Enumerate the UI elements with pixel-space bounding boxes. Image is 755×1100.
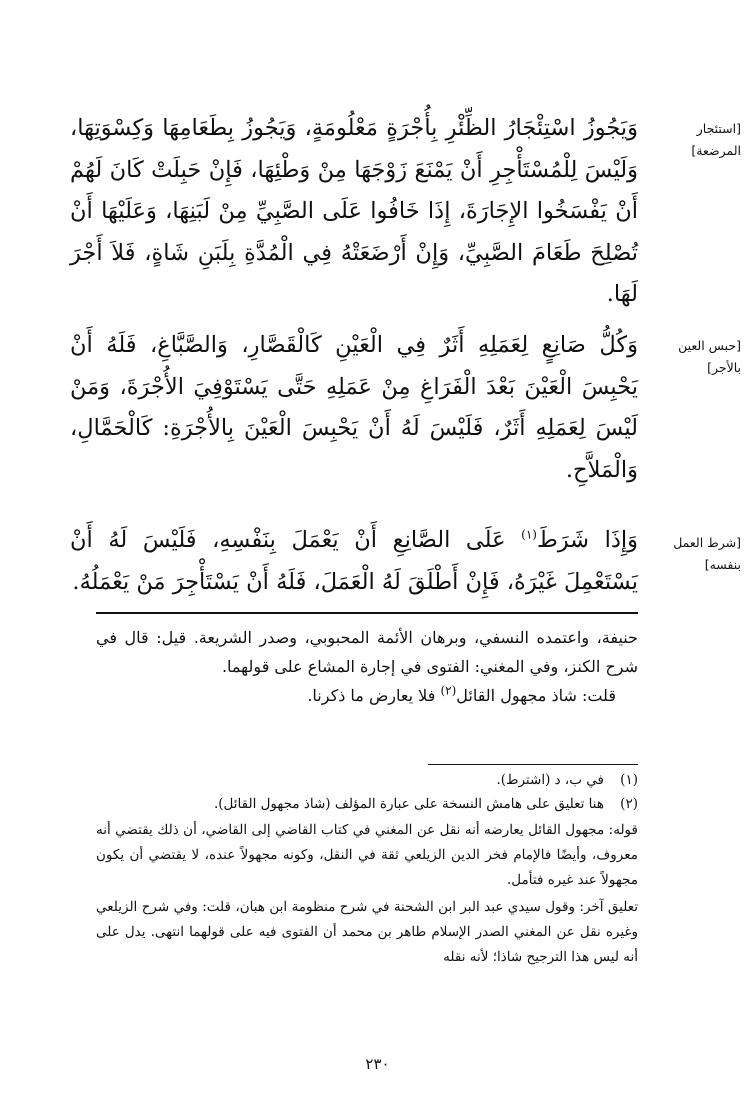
footnote-text: هنا تعليق على هامش النسخة على عبارة المؤلف (شاذ مجهول القائل).: [213, 796, 604, 812]
paragraph-text: وَإِذَا شَرَطَ: [536, 527, 638, 553]
footnote-paragraph: تعليق آخر: وقول سيدي عبد البر ابن الشحنة في شرح منظومة ابن هبان، قلت: وفي شرح الزيلعي وغيره نقل عن المغني الصدر الإسلام طاهر بن محمد أن الفتوى فيه على قولهما انتهى. يدل على أنه ليس هذا الترجيح شاذا؛ لأنه نقله: [96, 899, 638, 965]
paragraph: [70, 520, 638, 603]
commentary-text: حنيفة، واعتمده النسفي، وبرهان الأئمة المحبوبي، وصدر الشريعة. قيل: قال في شرح الكنز، وفي المغني: الفتوى في إجارة المشاع على قولهما.: [96, 628, 638, 676]
footnote: [96, 768, 638, 792]
margin-label: [شرط العمل بنفسه]: [673, 535, 741, 572]
page-number: ٢٣٠: [365, 1055, 390, 1073]
commentary-divider: [96, 612, 638, 614]
margin-label: [استئجار المرضعة]: [691, 121, 741, 158]
footnote-divider: [428, 764, 638, 765]
footnote-number: (٢): [620, 796, 638, 812]
commentary-note-text: قلت: شاذ مجهول القائل: [456, 686, 616, 705]
footnote-ref: (١): [521, 527, 537, 542]
margin-label: [حبس العين بالأجر]: [678, 338, 741, 375]
footnote: [96, 792, 638, 816]
commentary: [96, 623, 638, 710]
footnote-text: في ب، د (اشترط).: [496, 772, 604, 788]
paragraph: وَيَجُوزُ اسْتِئْجَارُ الظِّئْرِ بِأُجْرَةٍ مَعْلُومَةٍ، وَيَجُوزُ بِطَعَامِهَا وَكِسْوَتِهَا، وَلَيْسَ لِلْمُسْتَأْجِرِ أَنْ يَمْنَعَ زَوْجَهَا مِنْ وَطْئِهَا، فَإِنْ حَبِلَتْ كَانَ لَهُمْ أَنْ يَفْسَخُوا الإِجَارَةَ، إِذَا خَافُوا عَلَى الصَّبِيِّ مِنْ لَبَنِهَا، وَعَلَيْهَا أَنْ تُصْلِحَ طَعَامَ الصَّبِيِّ، وَإِنْ أَرْضَعَتْهُ فِي الْمُدَّةِ بِلَبَنِ شَاةٍ، فَلاَ أَجْرَ لَهَا.: [70, 115, 638, 307]
paragraph-text: عَلَى الصَّانِعِ أَنْ يَعْمَلَ بِنَفْسِهِ، فَلَيْسَ لَهُ أَنْ يَسْتَعْمِلَ غَيْرَهُ، فَإِنْ أَطْلَقَ لَهُ الْعَمَلَ، فَلَهُ أَنْ يَسْتَأْجِرَ مَنْ يَعْمَلُهُ.: [70, 527, 638, 595]
footnote-ref: (٢): [440, 683, 457, 698]
commentary-note-text: فلا يعارض ما ذكرنا.: [307, 686, 441, 705]
footnote-number: (١): [620, 772, 638, 788]
footnote-paragraph: قوله: مجهول القائل يعارضه أنه نقل عن المغني في كتاب القاضي إلى القاضي، أن ذلك يقتضي أنه معروف، وأيضًا فالإمام فخر الدين الزيلعي ثقة في النقل، وكونه مجهولاً عنده، لا يقتضي أن يكون مجهولاً عند غيره فتأمل.: [96, 822, 638, 888]
paragraph: وَكُلُّ صَانِعٍ لِعَمَلِهِ أَثَرٌ فِي الْعَيْنِ كَالْقَصَّارِ، وَالصَّبَّاغِ، فَلَهُ أَنْ يَحْبِسَ الْعَيْنَ بَعْدَ الْفَرَاغِ مِنْ عَمَلِهِ حَتَّى يَسْتَوْفِيَ الأُجْرَةَ، وَمَنْ لَيْسَ لِعَمَلِهِ أَثَرٌ، فَلَيْسَ لَهُ أَنْ يَحْبِسَ الْعَيْنَ بِالأُجْرَةِ: كَالْحَمَّالِ، وَالْمَلاَّحِ.: [70, 332, 638, 483]
commentary-note: [96, 681, 638, 710]
footnotes: [96, 768, 638, 970]
